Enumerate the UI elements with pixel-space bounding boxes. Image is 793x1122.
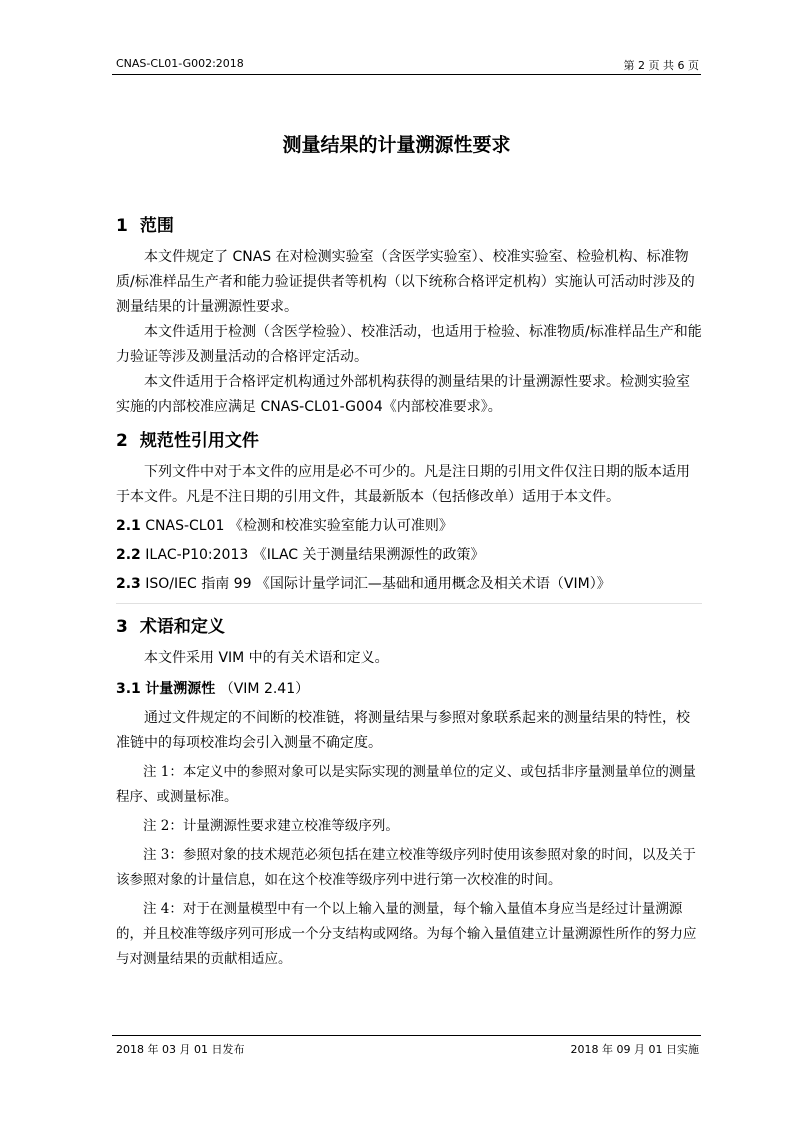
section-number: 2 (116, 431, 128, 451)
note-4: 注 4：对于在测量模型中有一个以上输入量的测量，每个输入量值本身应当是经过计量溯源的，并且校准等级序列可形成一个分支结构或网络。为每个输入量值建立计量溯源性所作的努力应与对测量结果的贡献相适应。 (116, 901, 697, 967)
header-rule (112, 74, 701, 75)
reference-number: 2.2 (116, 547, 141, 563)
reference-item (116, 572, 702, 604)
section-2-heading (116, 428, 702, 454)
section-number: 3 (116, 617, 128, 637)
section-1-para-1: 本文件规定了 CNAS 在对检测实验室（含医学实验室）、校准实验室、检验机构、标准物质/标准样品生产者和能力验证提供者等机构（以下统称合格评定机构）实施认可活动时涉及的测量结果的计量溯源性要求。 (116, 249, 695, 315)
document-body (116, 213, 702, 972)
term-reference: （VIM 2.41） (219, 681, 310, 697)
reference-text: ILAC-P10:2013 《ILAC 关于测量结果溯源性的政策》 (145, 547, 485, 563)
reference-number: 2.3 (116, 576, 141, 592)
section-3-heading (116, 614, 702, 640)
section-1-para-2: 本文件适用于检测（含医学检验）、校准活动，也适用于检验、标准物质/标准样品生产和能力验证等涉及测量活动的合格评定活动。 (116, 324, 702, 365)
section-title: 规范性引用文件 (139, 431, 259, 451)
section-3-para: 本文件采用 VIM 中的有关术语和定义。 (144, 650, 389, 666)
section-1-para-3: 本文件适用于合格评定机构通过外部机构获得的测量结果的计量溯源性要求。检测实验室实施的内部校准应满足 CNAS-CL01-G004《内部校准要求》。 (116, 374, 690, 415)
note-1: 注 1：本定义中的参照对象可以是实际实现的测量单位的定义、或包括非序量测量单位的测量程序、或测量标准。 (116, 764, 696, 805)
reference-item (116, 543, 702, 568)
subsection-number: 3.1 (116, 681, 141, 697)
reference-text: CNAS-CL01 《检测和校准实验室能力认可准则》 (145, 518, 453, 534)
subsection-3-1-heading (116, 677, 702, 702)
section-2-para: 下列文件中对于本文件的应用是必不可少的。凡是注日期的引用文件仅注日期的版本适用于本文件。凡是不注日期的引用文件，其最新版本（包括修改单）适用于本文件。 (116, 464, 690, 505)
reference-text: ISO/IEC 指南 99 《国际计量学词汇—基础和通用概念及相关术语（VIM）》 (145, 576, 611, 592)
header-doc-id: CNAS-CL01-G002:2018 (116, 57, 244, 70)
note-3: 注 3：参照对象的技术规范必须包括在建立校准等级序列时使用该参照对象的时间，以及关于该参照对象的计量信息，如在这个校准等级序列中进行第一次校准的时间。 (116, 847, 696, 888)
section-1-heading (116, 213, 702, 239)
reference-number: 2.1 (116, 518, 141, 534)
header-page-info: 第 2 页 共 6 页 (623, 59, 699, 72)
footer-effective-date: 2018 年 09 月 01 日实施 (570, 1043, 699, 1056)
term-definition: 通过文件规定的不间断的校准链，将测量结果与参照对象联系起来的测量结果的特性，校准链中的每项校准均会引入测量不确定度。 (116, 710, 690, 751)
section-number: 1 (116, 216, 128, 236)
reference-item (116, 514, 702, 539)
section-title: 范围 (139, 216, 174, 236)
footer-issue-date: 2018 年 03 月 01 日发布 (116, 1043, 245, 1056)
term-name: 计量溯源性 (145, 681, 216, 697)
page-title: 测量结果的计量溯源性要求 (282, 134, 511, 156)
footer-rule (112, 1035, 701, 1036)
note-2: 注 2：计量溯源性要求建立校准等级序列。 (143, 818, 399, 834)
section-title: 术语和定义 (139, 617, 225, 637)
